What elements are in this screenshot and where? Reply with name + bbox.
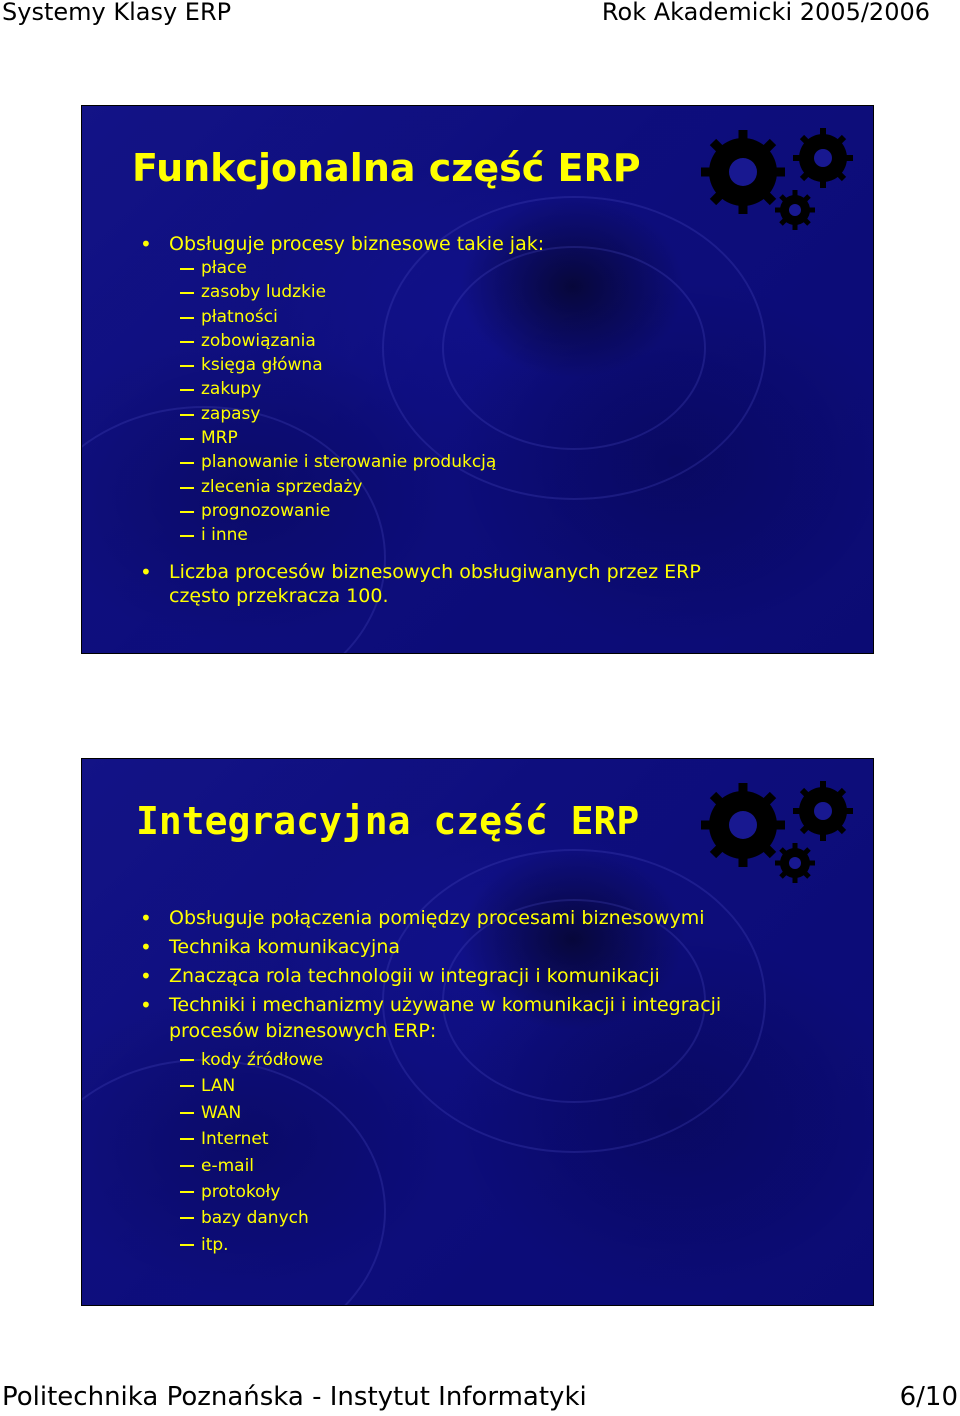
sub-bullet-item: WAN: [82, 1100, 873, 1126]
slide-title: Funkcjonalna część ERP: [132, 146, 641, 190]
sub-bullet-item: zakupy: [82, 377, 873, 401]
sub-bullet-item: zobowiązania: [82, 329, 873, 353]
bullet-text-line: procesów biznesowych ERP:: [169, 1020, 437, 1042]
bullet-item: • Obsługuje procesy biznesowe takie jak:: [82, 232, 873, 256]
slide-title: Integracyjna część ERP: [136, 799, 640, 843]
sub-bullet-item: e-mail: [82, 1153, 873, 1179]
sub-bullet-item: płatności: [82, 305, 873, 329]
bullet-text-line: często przekracza 100.: [169, 584, 389, 607]
sub-bullet-item: i inne: [82, 523, 873, 547]
bullet-text-line: Techniki i mechanizmy używane w komunikacji i integracji: [169, 994, 722, 1016]
bullet-item: [82, 992, 873, 1044]
slide-integration-erp: [81, 758, 874, 1306]
sub-bullet-item: zasoby ludzkie: [82, 280, 873, 304]
footer-institution: Politechnika Poznańska - Instytut Informatyki: [2, 1382, 587, 1412]
sub-bullet-item: MRP: [82, 426, 873, 450]
footer-page-number: 6/10: [899, 1382, 958, 1412]
page-header: [0, 0, 960, 28]
bullet-item: • Znacząca rola technologii w integracji i komunikacji: [82, 963, 873, 989]
sub-bullet-item: itp.: [82, 1232, 873, 1258]
sub-bullet-item: protokoły: [82, 1179, 873, 1205]
sub-bullet-item: planowanie i sterowanie produkcją: [82, 450, 873, 474]
sub-bullet-item: płace: [82, 256, 873, 280]
sub-bullet-item: prognozowanie: [82, 499, 873, 523]
slide-content: [82, 905, 873, 1258]
sub-bullet-item: zapasy: [82, 402, 873, 426]
sub-bullet-item: kody źródłowe: [82, 1047, 873, 1073]
bullet-item: • Technika komunikacyjna: [82, 934, 873, 960]
sub-bullet-item: LAN: [82, 1073, 873, 1099]
slide-content: [82, 232, 873, 608]
sub-bullet-item: bazy danych: [82, 1205, 873, 1231]
sub-bullet-item: zlecenia sprzedaży: [82, 475, 873, 499]
gears-icon: [695, 124, 855, 234]
gears-icon: [695, 777, 855, 887]
sub-bullet-item: Internet: [82, 1126, 873, 1152]
bullet-text-line: Liczba procesów biznesowych obsługiwanych przez ERP: [169, 560, 701, 583]
slide-functional-erp: [81, 105, 874, 654]
sub-bullet-item: księga główna: [82, 353, 873, 377]
header-course-title: Systemy Klasy ERP: [2, 0, 232, 26]
bullet-item: • Obsługuje połączenia pomiędzy procesami biznesowymi: [82, 905, 873, 931]
bullet-item: [82, 560, 873, 608]
header-academic-year: Rok Akademicki 2005/2006: [601, 0, 930, 26]
